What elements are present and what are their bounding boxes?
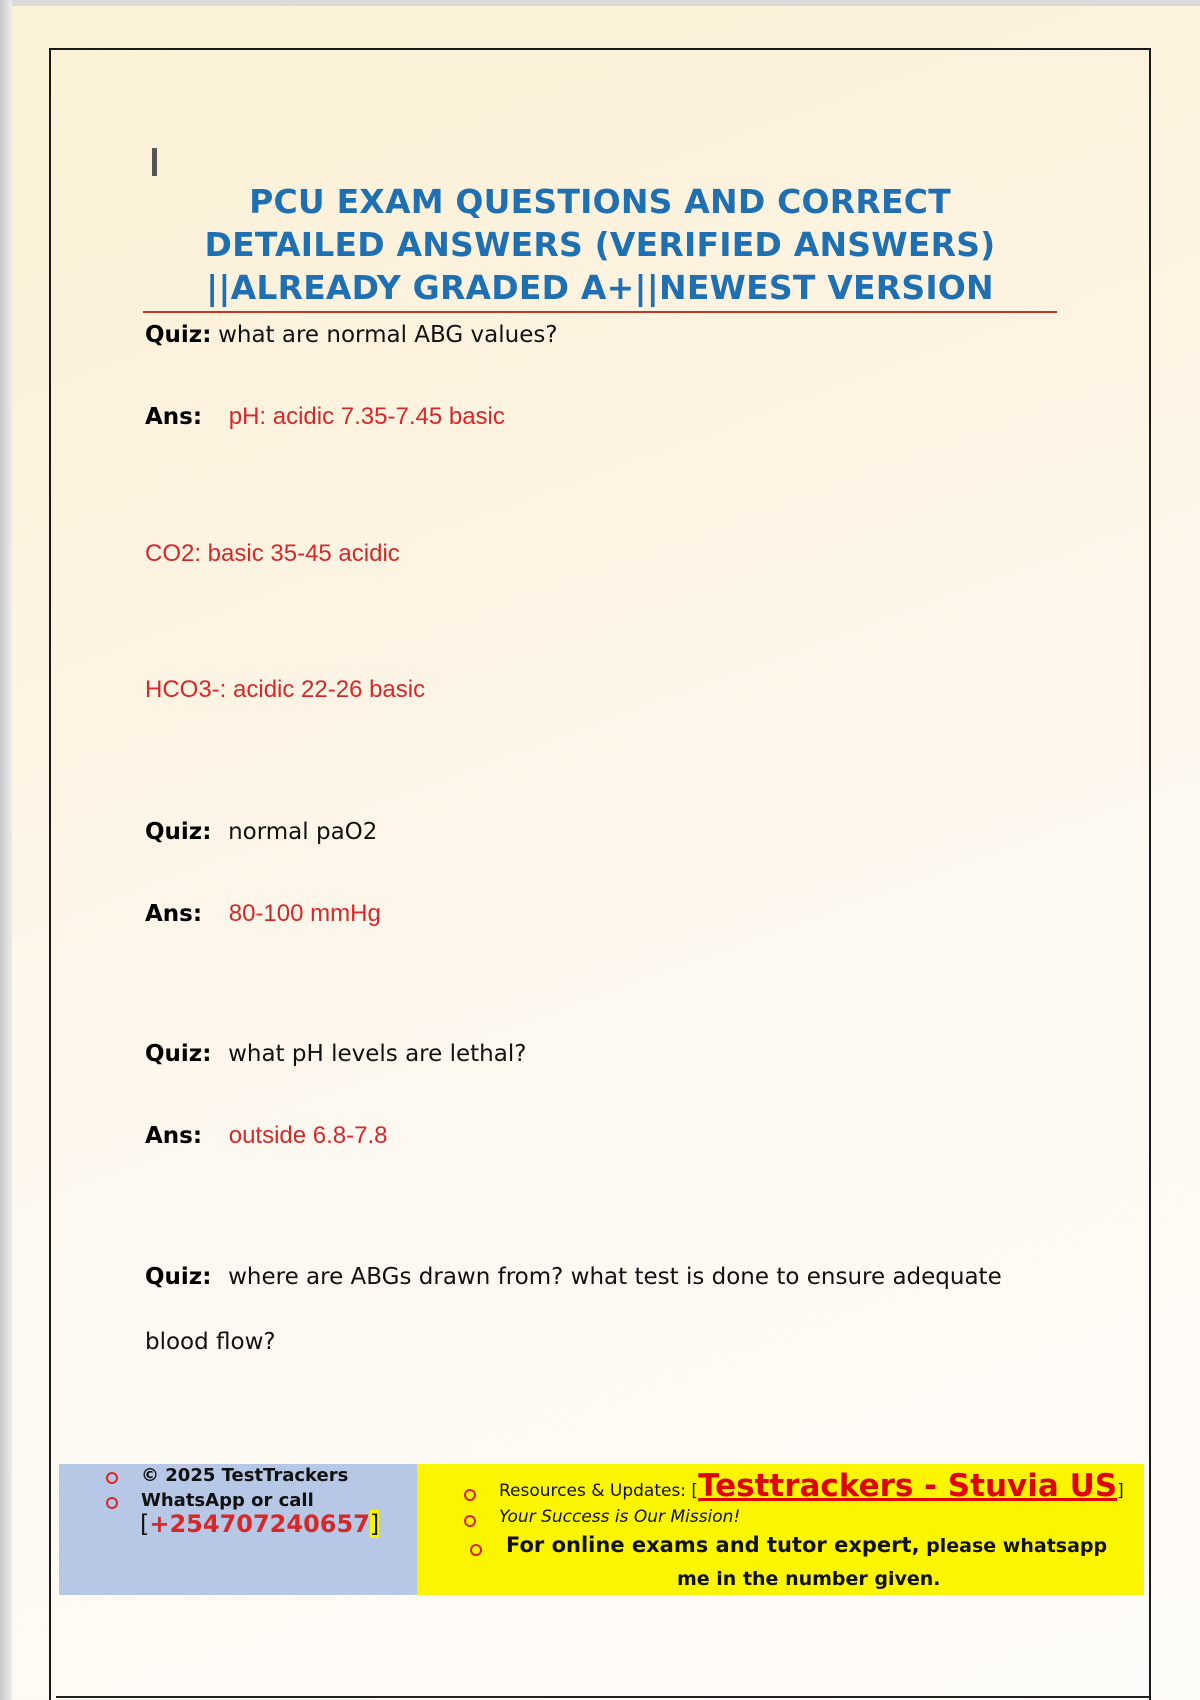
bullet-icon <box>106 1497 118 1509</box>
ans-label: Ans: <box>145 901 203 927</box>
quiz-label: Quiz: <box>145 1041 212 1067</box>
quiz-4-cont <box>145 1327 276 1357</box>
footer-mission: Your Success is Our Mission! <box>499 1507 741 1527</box>
answer-2-text: 80-100 mmHg <box>228 900 381 927</box>
quiz-1-question: what are normal ABG values? <box>218 322 558 348</box>
footer-cta-line-2: me in the number given. <box>677 1568 941 1590</box>
quiz-label: Quiz: <box>145 322 212 348</box>
footer-cta-line-1 <box>506 1533 1107 1557</box>
viewer-top-edge <box>0 0 1200 6</box>
quiz-1 <box>145 320 558 350</box>
ans-label: Ans: <box>145 404 203 430</box>
answer-1-line-1: pH: acidic 7.35-7.45 basic <box>228 403 505 430</box>
answer-2 <box>145 899 381 929</box>
phone-number[interactable]: +254707240657 <box>149 1510 370 1538</box>
footer-phone[interactable] <box>140 1510 379 1538</box>
quiz-4-question-line-1: where are ABGs drawn from? what test is done to ensure adequate <box>228 1264 1002 1290</box>
text-cursor <box>152 148 157 176</box>
bullet-icon <box>464 1489 476 1501</box>
document-title <box>144 180 1056 309</box>
bracket-close: ] <box>369 1510 380 1538</box>
quiz-2-question: normal paO2 <box>228 819 378 845</box>
quiz-3 <box>145 1039 526 1069</box>
answer-1 <box>145 402 505 432</box>
ans-label: Ans: <box>145 1123 203 1149</box>
title-underline <box>143 311 1057 313</box>
resources-bracket-close: ] <box>1117 1481 1124 1501</box>
answer-1-cont-2 <box>145 675 425 705</box>
quiz-label: Quiz: <box>145 1264 212 1290</box>
stuvia-link[interactable]: Testtrackers - Stuvia US <box>698 1468 1118 1504</box>
quiz-4-question-line-2: blood flow? <box>145 1329 276 1355</box>
quiz-label: Quiz: <box>145 819 212 845</box>
answer-1-line-2: CO2: basic 35-45 acidic <box>145 540 400 567</box>
title-line-2: DETAILED ANSWERS (VERIFIED ANSWERS) <box>204 225 996 264</box>
bullet-icon <box>470 1544 482 1556</box>
quiz-4 <box>145 1262 1002 1292</box>
bullet-icon <box>464 1515 476 1527</box>
quiz-3-question: what pH levels are lethal? <box>228 1041 527 1067</box>
answer-3-text: outside 6.8-7.8 <box>228 1122 388 1149</box>
answer-1-cont-1 <box>145 539 400 569</box>
title-line-3: ||ALREADY GRADED A+||NEWEST VERSION <box>206 268 994 307</box>
page-bottom-rule <box>56 1696 1150 1698</box>
viewer-left-edge <box>0 0 12 1700</box>
cta-part-1: For online exams and tutor expert, <box>506 1533 920 1557</box>
title-line-1: PCU EXAM QUESTIONS AND CORRECT <box>249 182 951 221</box>
bracket-open: [ <box>140 1510 150 1538</box>
footer-copyright: © 2025 TestTrackers <box>141 1465 349 1486</box>
answer-3 <box>145 1121 388 1151</box>
footer-whatsapp-label: WhatsApp or call <box>141 1490 314 1511</box>
footer-resources <box>499 1468 1124 1504</box>
resources-label: Resources & Updates: [ <box>499 1481 699 1501</box>
answer-1-line-3: HCO3-: acidic 22-26 basic <box>145 676 426 703</box>
quiz-2 <box>145 817 377 847</box>
cta-part-2: please whatsapp <box>919 1535 1108 1557</box>
bullet-icon <box>106 1472 118 1484</box>
